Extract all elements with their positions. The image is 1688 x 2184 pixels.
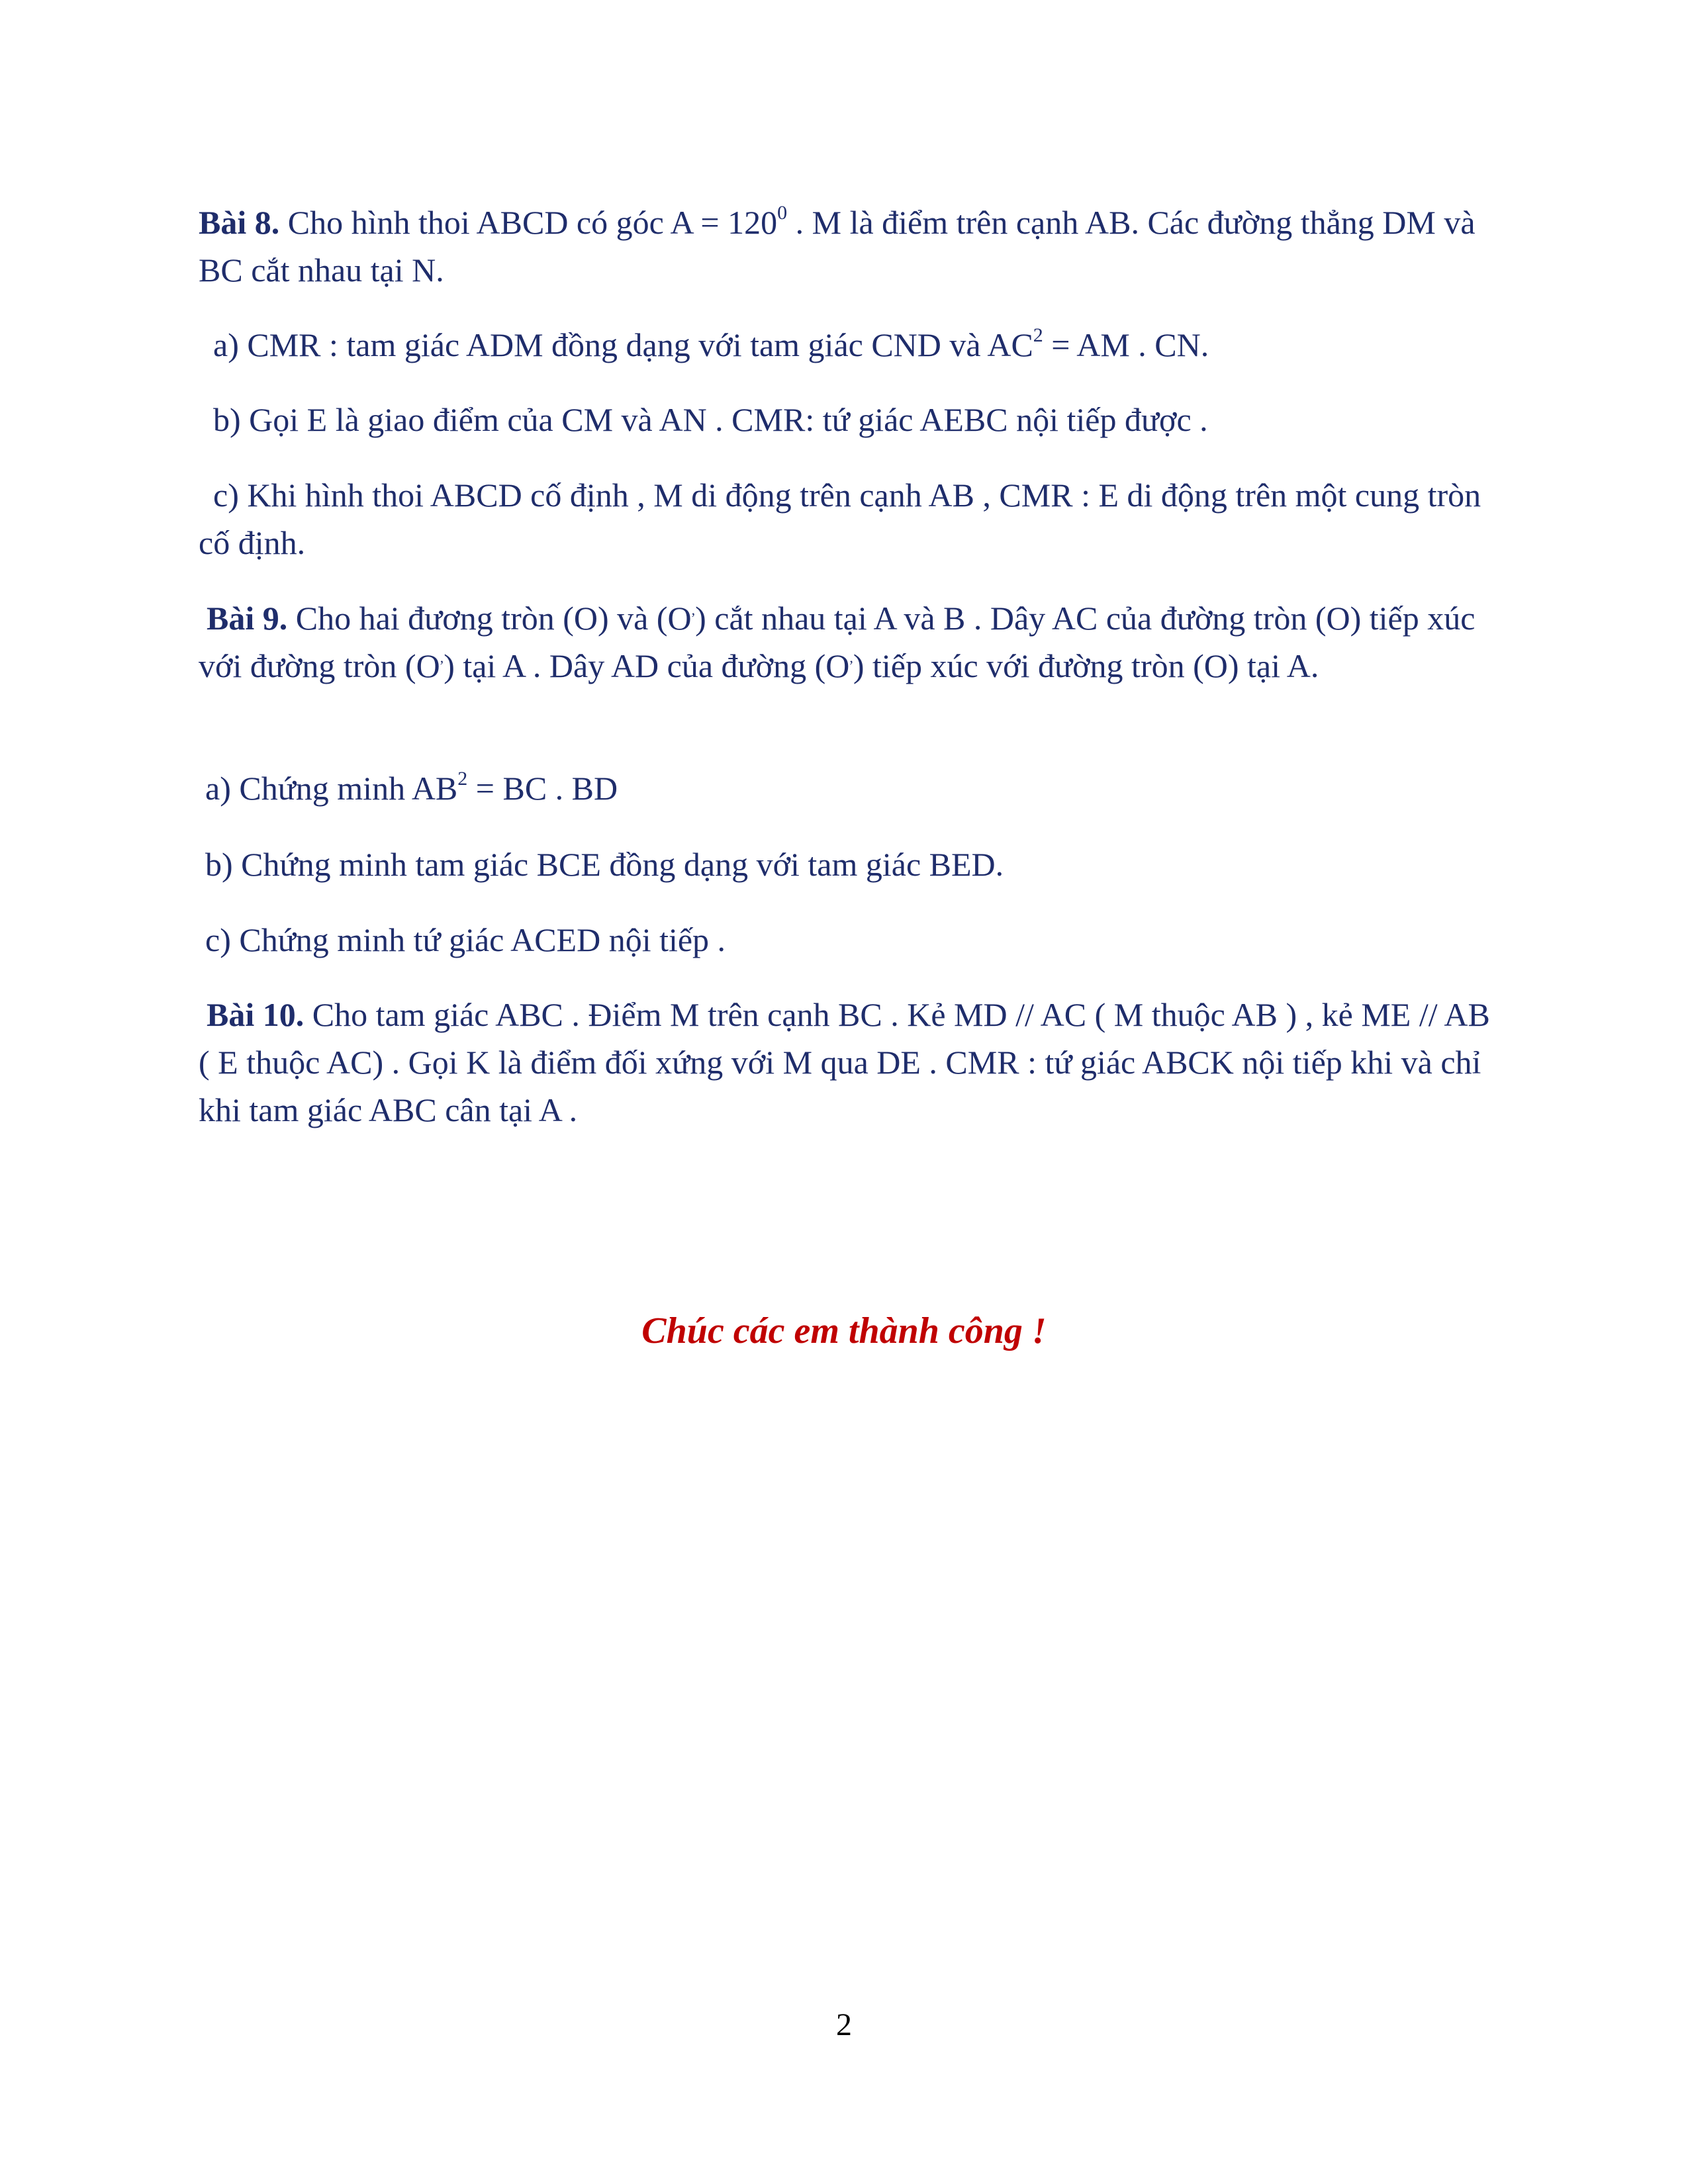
page-number: 2 <box>836 2007 852 2042</box>
problem-8-label: Bài 8. <box>199 204 280 241</box>
problem-9-text-2: ) cắt nhau tại A và B . Dây AC của đường tròn (O) tiếp xúc với đường tròn (O <box>199 600 1476 684</box>
problem-10-label: Bài 10. <box>207 996 305 1033</box>
problem-8-statement <box>199 199 1496 294</box>
problem-8-part-a-text-2: = AM . CN. <box>1043 326 1209 363</box>
problem-9-text-4: ) tiếp xúc với đường tròn (O) tại A. <box>853 647 1319 684</box>
problem-9-text-3: ) tại A . Dây AD của đường (O <box>444 647 850 684</box>
problem-9-prime-1: , <box>691 602 696 618</box>
problem-9-part-a-text-1: a) Chứng minh AB <box>205 770 458 807</box>
problem-8-text-1: Cho hình thoi ABCD có góc A = 120 <box>279 204 778 241</box>
problem-9-part-a-superscript: 2 <box>457 768 468 790</box>
problem-9-part-a <box>205 764 1503 812</box>
problem-8-part-a-text-1: a) CMR : tam giác ADM đồng dạng với tam giác CND và AC <box>213 326 1033 363</box>
closing-message: Chúc các em thành công ! <box>641 1310 1047 1351</box>
problem-10-statement <box>199 991 1496 1134</box>
problem-10-text: Cho tam giác ABC . Điểm M trên cạnh BC . Kẻ MD // AC ( M thuộc AB ) , kẻ ME // AB ( E thuộc AC) . Gọi K là điểm đối xứng với M qua DE . CMR : tứ giác ABCK nội tiếp khi và chỉ khi tam giác ABC cân tại A . <box>199 996 1490 1128</box>
problem-8-part-a <box>213 321 1511 369</box>
problem-9-text-1: Cho hai đương tròn (O) và (O <box>287 600 692 637</box>
problem-9-label: Bài 9. <box>207 600 288 637</box>
problem-9-statement <box>199 594 1496 690</box>
problem-9-part-a-text-2: = BC . BD <box>467 770 618 807</box>
problem-9-part-b: b) Chứng minh tam giác BCE đồng dạng với tam giác BED. <box>205 846 1004 883</box>
problem-9-part-c: c) Chứng minh tứ giác ACED nội tiếp . <box>205 921 726 958</box>
problem-8-text-2: . M là điểm trên cạnh AB. Các đường thẳng DM và BC cắt nhau tại N. <box>199 204 1476 289</box>
problem-9-prime-3: , <box>849 649 853 666</box>
problem-8-part-b: b) Gọi E là giao điểm của CM và AN . CMR: tứ giác AEBC nội tiếp được . <box>213 401 1208 438</box>
problem-8-degree-superscript: 0 <box>777 202 788 224</box>
problem-8-part-c: c) Khi hình thoi ABCD cố định , M di động trên cạnh AB , CMR : E di động trên một cung tròn cố định. <box>199 477 1481 561</box>
problem-9-prime-2: , <box>440 649 444 666</box>
problem-8-part-a-superscript: 2 <box>1033 324 1043 346</box>
